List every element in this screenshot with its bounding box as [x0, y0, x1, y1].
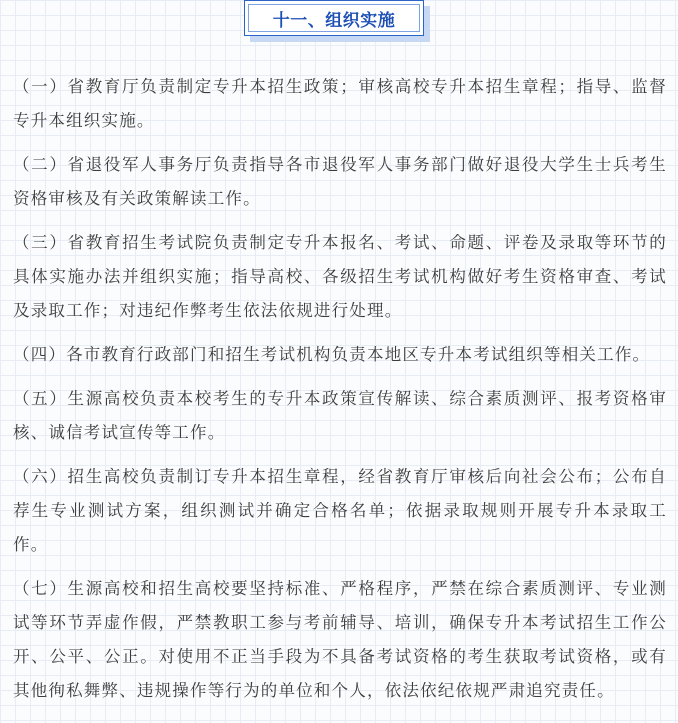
paragraph-6: （六）招生高校负责制订专升本招生章程，经省教育厅审核后向社会公布；公布自荐生专业测试方案，组织测试并确定合格名单；依据录取规则开展专升本录取工作。: [13, 467, 667, 554]
paragraph-4: （四）各市教育行政部门和招生考试机构负责本地区专升本考试组织等相关工作。: [13, 345, 651, 364]
section-title: 十一、组织实施: [272, 10, 396, 31]
section-heading: [244, 0, 430, 42]
article-body: [13, 70, 667, 718]
paragraph-2: （二）省退役军人事务厅负责指导各市退役军人事务部门做好退役大学生士兵考生资格审核及有关政策解读工作。: [13, 155, 667, 208]
heading-box: [244, 0, 424, 36]
paragraph-5: （五）生源高校负责本校考生的专升本政策宣传解读、综合素质测评、报考资格审核、诚信考试宣传等工作。: [13, 389, 667, 442]
paragraph-7: （七）生源高校和招生高校要坚持标准、严格程序，严禁在综合素质测评、专业测试等环节弄虚作假，严禁教职工参与考前辅导、培训，确保专升本考试招生工作公开、公平、公正。对使用不正当手段为不具备考试资格的考生获取考试资格，或有其他徇私舞弊、违规操作等行为的单位和个人，依法依纪依规严肃追究责任。: [13, 579, 667, 700]
paragraph-1: （一）省教育厅负责制定专升本招生政策；审核高校专升本招生章程；指导、监督专升本组织实施。: [13, 77, 667, 130]
paragraph-3: （三）省教育招生考试院负责制定专升本报名、考试、命题、评卷及录取等环节的具体实施办法并组织实施；指导高校、各级招生考试机构做好考生资格审查、考试及录取工作；对违纪作弊考生依法依规进行处理。: [13, 233, 667, 320]
